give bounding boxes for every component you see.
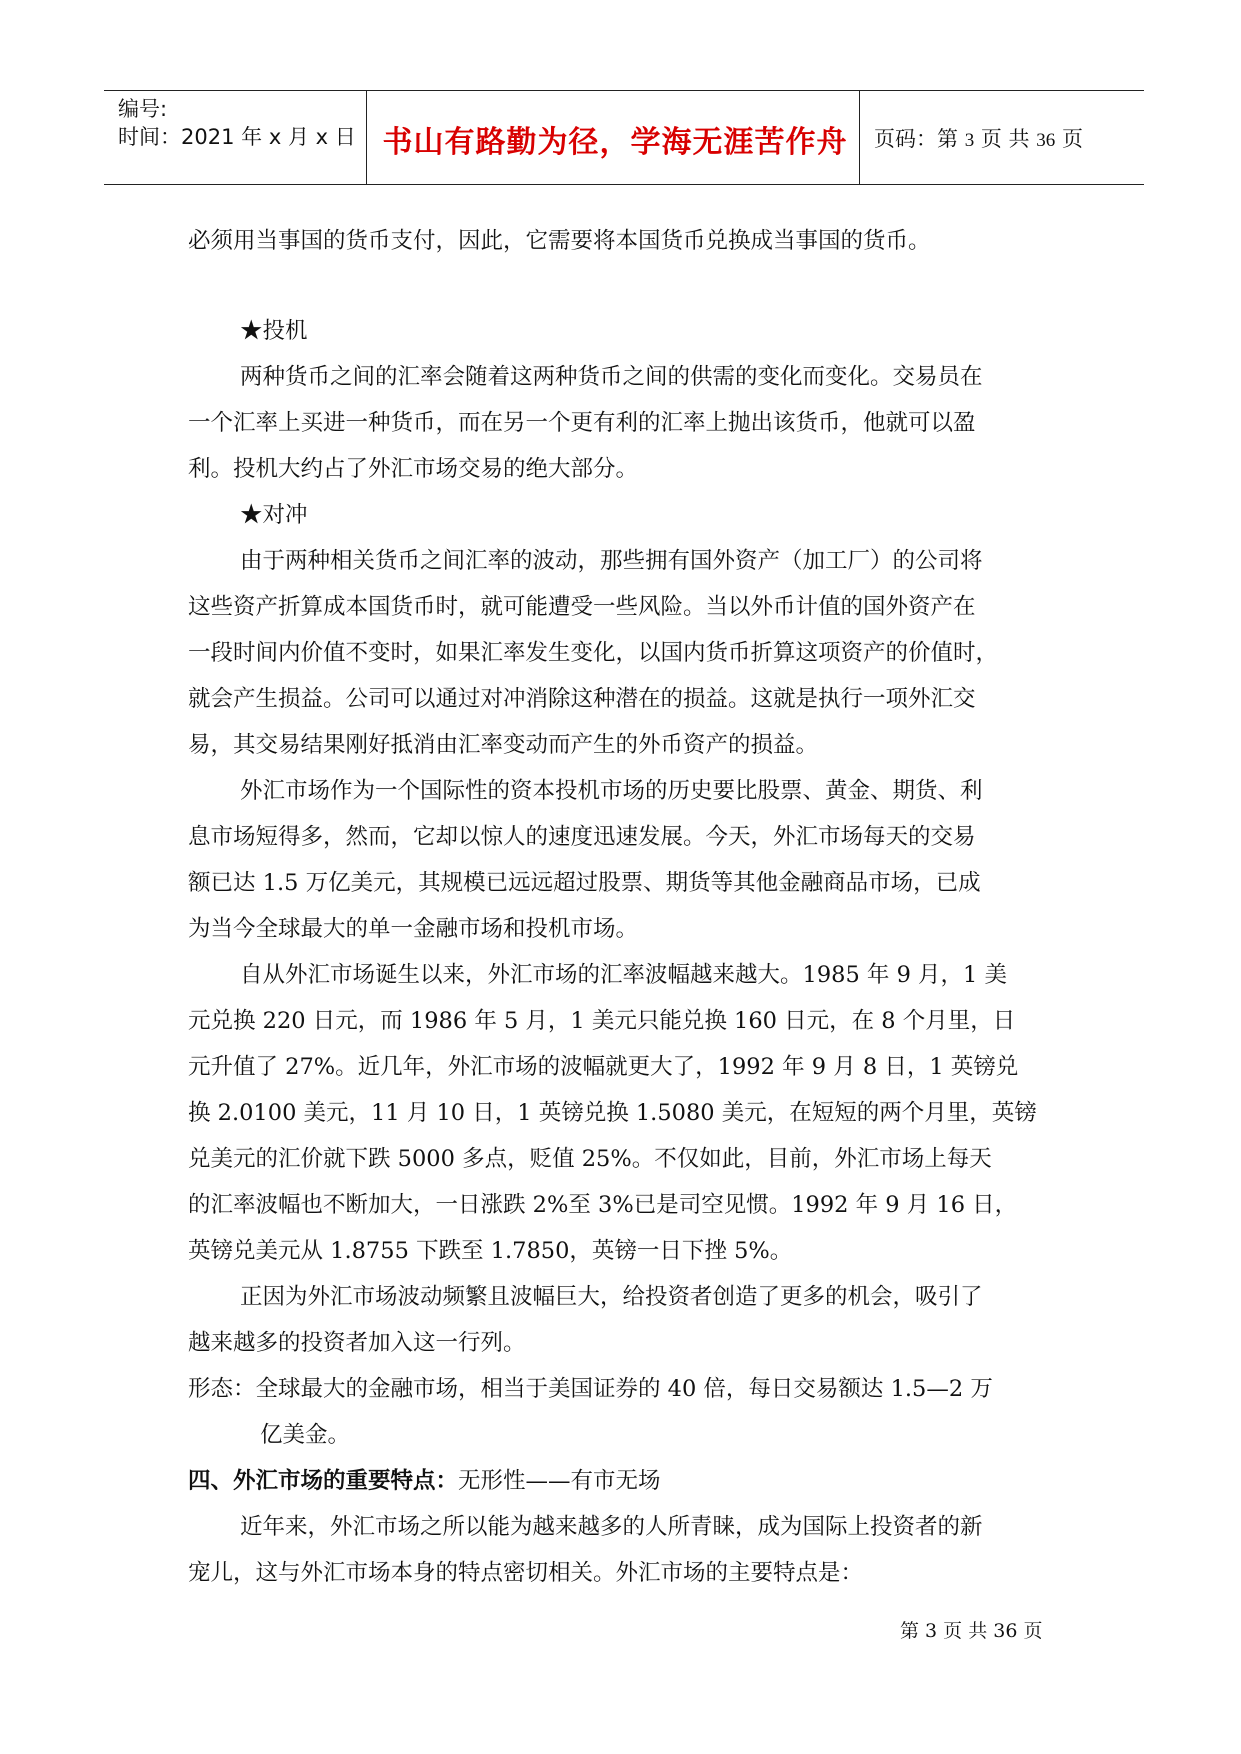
- body-line-28: 近年来，外汇市场之所以能为越来越多的人所青睐，成为国际上投资者的新: [240, 1514, 983, 1540]
- section-heading-bold: 四、外汇市场的重要特点：: [188, 1468, 459, 1494]
- page-suffix: 页: [1061, 127, 1083, 151]
- page-mid: 页 共: [980, 127, 1030, 151]
- heading-hedging: ★对冲: [240, 502, 308, 528]
- header-page-number: [874, 123, 1144, 153]
- body-line-11: 易，其交易结果刚好抵消由汇率变动而产生的外币资产的损益。: [188, 732, 819, 758]
- heading-speculation: ★投机: [240, 318, 308, 344]
- date-line: [118, 121, 356, 151]
- number-label: 编号:: [118, 97, 168, 121]
- page-header: [104, 90, 1144, 185]
- date-month-word: 月: [287, 125, 309, 149]
- body-line-26: 亿美金。: [260, 1422, 351, 1448]
- header-motto-cell: [370, 91, 860, 184]
- body-line-16: 自从外汇市场诞生以来，外汇市场的汇率波幅越来越大。1985 年 9 月，1 美: [240, 962, 1008, 988]
- body-line-13: 息市场短得多，然而，它却以惊人的速度迅速发展。今天，外汇市场每天的交易: [188, 824, 976, 850]
- header-divider-left: [366, 91, 367, 184]
- date-day-word: 日: [334, 125, 356, 149]
- page-num: 3: [964, 130, 975, 151]
- date-year: 2021: [181, 125, 235, 149]
- body-line-9: 一段时间内价值不变时，如果汇率发生变化，以国内货币折算这项资产的价值时，: [188, 640, 999, 666]
- body-line-8: 这些资产折算成本国货币时，就可能遭受一些风险。当以外币计值的国外资产在: [188, 594, 976, 620]
- body-line-3: 两种货币之间的汇率会随着这两种货币之间的供需的变化而变化。交易员在: [240, 364, 983, 390]
- body-line-14: 额已达 1.5 万亿美元，其规模已远远超过股票、期货等其他金融商品市场，已成: [188, 870, 981, 896]
- body-line-5: 利。投机大约占了外汇市场交易的绝大部分。: [188, 456, 639, 482]
- body-line-21: 的汇率波幅也不断加大，一日涨跌 2%至 3%已是司空见惯。1992 年 9 月 16 日，: [188, 1192, 1018, 1218]
- body-line-7: 由于两种相关货币之间汇率的波动，那些拥有国外资产（加工厂）的公司将: [240, 548, 983, 574]
- section-heading-rest: 无形性——有市无场: [458, 1468, 661, 1494]
- body-line-1: 必须用当事国的货币支付，因此，它需要将本国货币兑换成当事国的货币。: [188, 228, 931, 254]
- date-day: x: [315, 125, 329, 149]
- date-month: x: [268, 125, 282, 149]
- page-total: 36: [1036, 130, 1056, 151]
- time-label: 时间：: [118, 125, 181, 149]
- body-line-4: 一个汇率上买进一种货币，而在另一个更有利的汇率上抛出该货币，他就可以盈: [188, 410, 976, 436]
- section-heading-4: [188, 1460, 661, 1502]
- body-line-12: 外汇市场作为一个国际性的资本投机市场的历史要比股票、黄金、期货、利: [240, 778, 983, 804]
- body-line-24: 越来越多的投资者加入这一行列。: [188, 1330, 526, 1356]
- page-prefix: 页码：第: [874, 127, 958, 151]
- header-page-info: [874, 91, 1144, 184]
- body-line-10: 就会产生损益。公司可以通过对冲消除这种潜在的损益。这就是执行一项外汇交: [188, 686, 976, 712]
- body-line-29: 宠儿，这与外汇市场本身的特点密切相关。外汇市场的主要特点是：: [188, 1560, 864, 1586]
- header-divider-right: [859, 91, 860, 184]
- body-line-20: 兑美元的汇价就下跌 5000 多点，贬值 25%。不仅如此，目前，外汇市场上每天: [188, 1146, 992, 1172]
- body-line-19: 换 2.0100 美元，11 月 10 日，1 英镑兑换 1.5080 美元，在短短的两个月里，英镑: [188, 1100, 1037, 1126]
- header-motto: 书山有路勤为径，学海无涯苦作舟: [382, 125, 848, 160]
- page-footer: 第 3 页 共 36 页: [900, 1620, 1043, 1642]
- body-line-23: 正因为外汇市场波动频繁且波幅巨大，给投资者创造了更多的机会，吸引了: [240, 1284, 983, 1310]
- body-line-15: 为当今全球最大的单一金融市场和投机市场。: [188, 916, 639, 942]
- body-line-18: 元升值了 27%。近几年，外汇市场的波幅就更大了，1992 年 9 月 8 日，1 英镑兑: [188, 1054, 1019, 1080]
- body-line-22: 英镑兑美元从 1.8755 下跌至 1.7850，英镑一日下挫 5%。: [188, 1238, 793, 1264]
- body-line-25: 形态：全球最大的金融市场，相当于美国证券的 40 倍，每日交易额达 1.5—2 万: [188, 1376, 993, 1402]
- date-year-word: 年: [241, 125, 263, 149]
- body-line-17: 元兑换 220 日元，而 1986 年 5 月，1 美元只能兑换 160 日元，在 8 个月里，日: [188, 1008, 1016, 1034]
- header-meta: [118, 91, 368, 184]
